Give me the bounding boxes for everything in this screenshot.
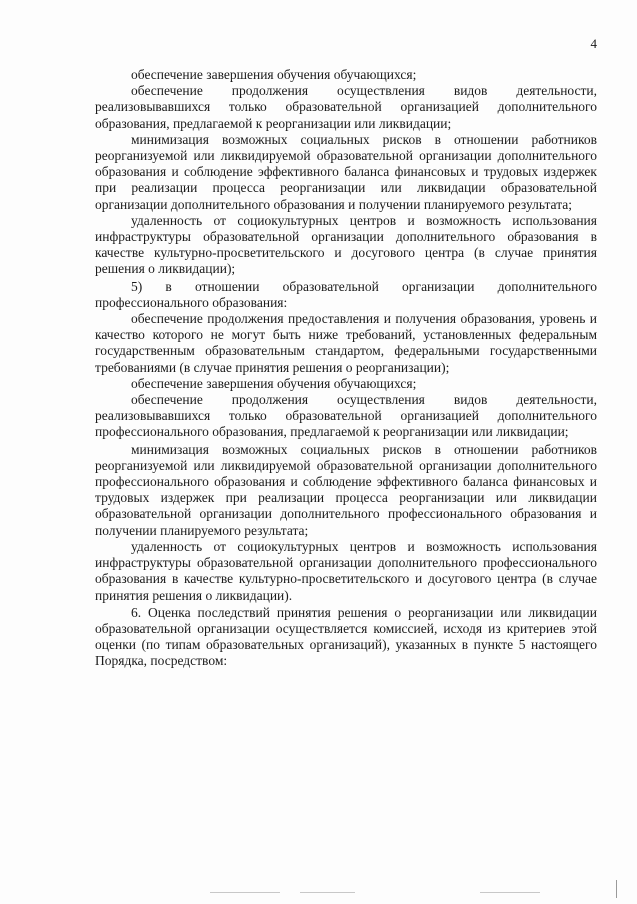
document-body [95, 67, 597, 670]
scan-mark [210, 892, 280, 893]
paragraph-1: обеспечение завершения обучения обучающихся; [131, 67, 417, 82]
scan-mark [480, 892, 540, 893]
paragraph-8: обеспечение продолжения осуществления видов деятельности, реализовывавшихся только образовательной организацией дополнительного профессионального образования, предлагаемой к реорганизации или ликвидации; [95, 392, 597, 440]
paragraph-2: обеспечение продолжения осуществления видов деятельности, реализовывавшихся только образовательной организацией дополнительного образования, предлагаемой к реорганизации или ликвидации; [95, 83, 597, 131]
page-number: 4 [590, 36, 597, 51]
scan-edge-mark [616, 880, 617, 898]
paragraph-10: удаленность от социокультурных центров и возможность использования инфраструктуры образовательной организации дополнительного профессионального образования в качестве культурно-просветительского и досугового центра (в случае принятия решения о ликвидации). [95, 538, 597, 603]
scan-mark [300, 892, 355, 893]
paragraph-6: обеспечение продолжения предоставления и получения образования, уровень и качество которого не могут быть ниже требований, установленных федеральным государственным образовательным стандартом, федеральными государственными требованиями (в случае принятия решения о реорганизации); [95, 311, 597, 375]
paragraph-9: минимизация возможных социальных рисков в отношении работников реорганизуемой или ликвидируемой образовательной организации дополнительного профессионального образования и соблюдение эффективного баланса финансовых и трудовых издержек при реализации процесса реорганизации или ликвидации образовательной организации дополнительного профессионального образования и получении планируемого результата; [95, 441, 597, 538]
paragraph-4: удаленность от социокультурных центров и возможность использования инфраструктуры образовательной организации дополнительного образования в качестве культурно-просветительского и досугового центра (в случае принятия решения о ликвидации); [95, 212, 597, 277]
paragraph-11: 6. Оценка последствий принятия решения о реорганизации или ликвидации образовательной организации осуществляется комиссией, исходя из критериев этой оценки (по типам образовательных организаций), указанных в пункте 5 настоящего Порядка, посредством: [95, 604, 597, 669]
paragraph-5: 5) в отношении образовательной организации дополнительного профессионального образования: [95, 278, 597, 310]
paragraph-7: обеспечение завершения обучения обучающихся; [131, 375, 417, 391]
paragraph-3: минимизация возможных социальных рисков в отношении работников реорганизуемой или ликвидируемой образовательной организации дополнительного образования и соблюдение эффективного баланса финансовых и трудовых издержек при реализации процесса реорганизации или ликвидации образовательной организации дополнительного образования и получении планируемого результата; [95, 131, 597, 212]
scan-footer-marks [0, 892, 637, 904]
